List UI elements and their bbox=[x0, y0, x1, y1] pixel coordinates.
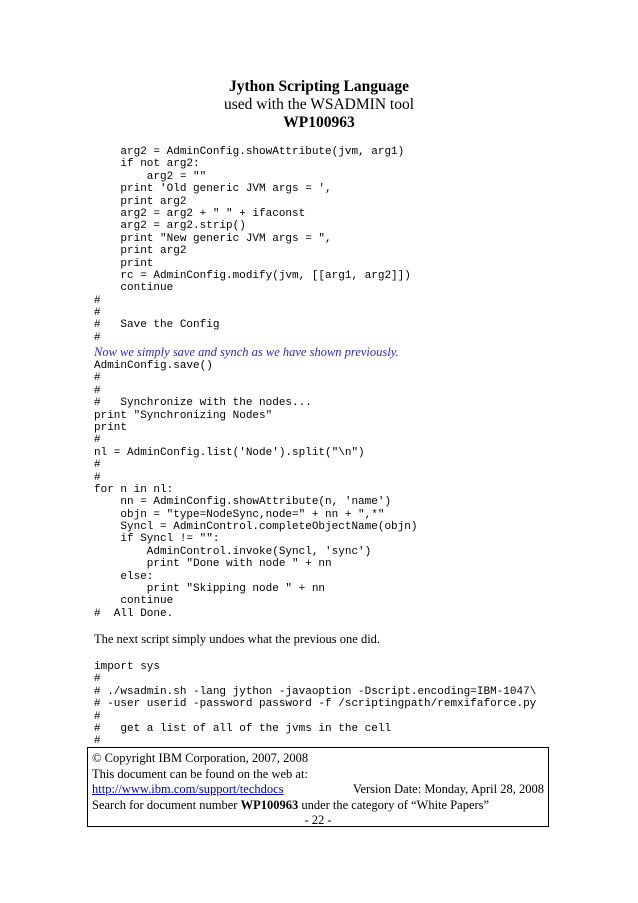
code-line: # bbox=[94, 307, 101, 320]
code-line: AdminControl.invoke(Syncl, 'sync') bbox=[94, 545, 372, 558]
code-line: # Save the Config bbox=[94, 319, 220, 332]
code-line: print bbox=[94, 421, 128, 434]
code-line: # Synchronize with the nodes... bbox=[94, 397, 312, 410]
code-line: Syncl = AdminControl.completeObjectName(objn) bbox=[94, 521, 418, 534]
code-line: print bbox=[94, 257, 154, 270]
code-line: AdminConfig.save() bbox=[94, 360, 213, 372]
footer-found-on-web: This document can be found on the web at: bbox=[92, 766, 308, 781]
code-line: arg2 = AdminConfig.showAttribute(jvm, arg1) bbox=[94, 146, 405, 158]
footer-search-prefix: Search for document number bbox=[92, 797, 241, 812]
footer-search-row bbox=[92, 798, 544, 814]
code-line: print 'Old generic JVM args = ', bbox=[94, 183, 332, 196]
code-line: print "Done with node " + nn bbox=[94, 558, 332, 571]
code-block-undo-script bbox=[94, 661, 574, 748]
body-paragraph: The next script simply undoes what the previous one did. bbox=[94, 632, 381, 646]
code-line: arg2 = "" bbox=[94, 170, 207, 183]
code-line: # bbox=[94, 710, 101, 723]
code-line: print "Synchronizing Nodes" bbox=[94, 409, 273, 422]
code-line: # get a list of all of the jvms in the cell bbox=[94, 722, 392, 735]
document-id: WP100963 bbox=[283, 114, 355, 131]
footer-url-link[interactable]: http://www.ibm.com/support/techdocs bbox=[92, 782, 284, 796]
code-line: # ./wsadmin.sh -lang jython -javaoption -Dscript.encoding=IBM-1047\ bbox=[94, 685, 537, 698]
code-line: # bbox=[94, 434, 101, 447]
code-line: # bbox=[94, 331, 101, 344]
footer-search-suffix: under the category of “White Papers” bbox=[298, 797, 490, 812]
code-line: # -user userid -password password -f /scriptingpath/remxifaforce.py bbox=[94, 698, 537, 711]
code-line: nl = AdminConfig.list('Node').split("\n") bbox=[94, 446, 365, 459]
code-line: # bbox=[94, 471, 101, 484]
document-title: Jython Scripting Language bbox=[228, 78, 409, 95]
code-line: continue bbox=[94, 595, 174, 608]
code-line: print "New generic JVM args = ", bbox=[94, 232, 332, 245]
code-line: print "Skipping node " + nn bbox=[94, 583, 326, 596]
code-line: # bbox=[94, 459, 101, 472]
code-line: # bbox=[94, 673, 101, 686]
note-save-synch: Now we simply save and synch as we have shown previously. bbox=[94, 345, 399, 359]
code-line: nn = AdminConfig.showAttribute(n, 'name') bbox=[94, 496, 392, 509]
code-line: # bbox=[94, 372, 101, 385]
footer-search-doc-number: WP100963 bbox=[240, 797, 299, 812]
document-header bbox=[0, 78, 638, 132]
code-line: if Syncl != "": bbox=[94, 533, 220, 546]
footer-copyright: © Copyright IBM Corporation, 2007, 2008 bbox=[92, 751, 309, 765]
code-line: if not arg2: bbox=[94, 158, 200, 171]
code-line: import sys bbox=[94, 661, 161, 673]
code-line: # bbox=[94, 294, 101, 307]
footer-url-row bbox=[92, 782, 544, 798]
code-line: objn = "type=NodeSync,node=" + nn + ",*" bbox=[94, 508, 385, 521]
code-line: arg2 = arg2 + " " + ifaconst bbox=[94, 207, 306, 220]
page-footer bbox=[87, 747, 549, 827]
code-block-jvm-args bbox=[94, 146, 574, 344]
code-block-save-sync bbox=[94, 360, 574, 620]
code-line: # All Done. bbox=[94, 607, 174, 620]
code-line: # bbox=[94, 384, 101, 397]
footer-version-date: Version Date: Monday, April 28, 2008 bbox=[352, 782, 544, 796]
page-number: - 22 - bbox=[304, 813, 332, 827]
code-line: print arg2 bbox=[94, 195, 187, 208]
code-line: arg2 = arg2.strip() bbox=[94, 220, 246, 233]
document-subtitle: used with the WSADMIN tool bbox=[223, 96, 414, 113]
code-line: continue bbox=[94, 282, 174, 295]
code-line: print arg2 bbox=[94, 245, 187, 258]
code-line: # bbox=[94, 735, 101, 748]
code-line: for n in nl: bbox=[94, 483, 174, 496]
code-line: else: bbox=[94, 570, 154, 583]
code-line: rc = AdminConfig.modify(jvm, [[arg1, arg2]]) bbox=[94, 269, 411, 282]
